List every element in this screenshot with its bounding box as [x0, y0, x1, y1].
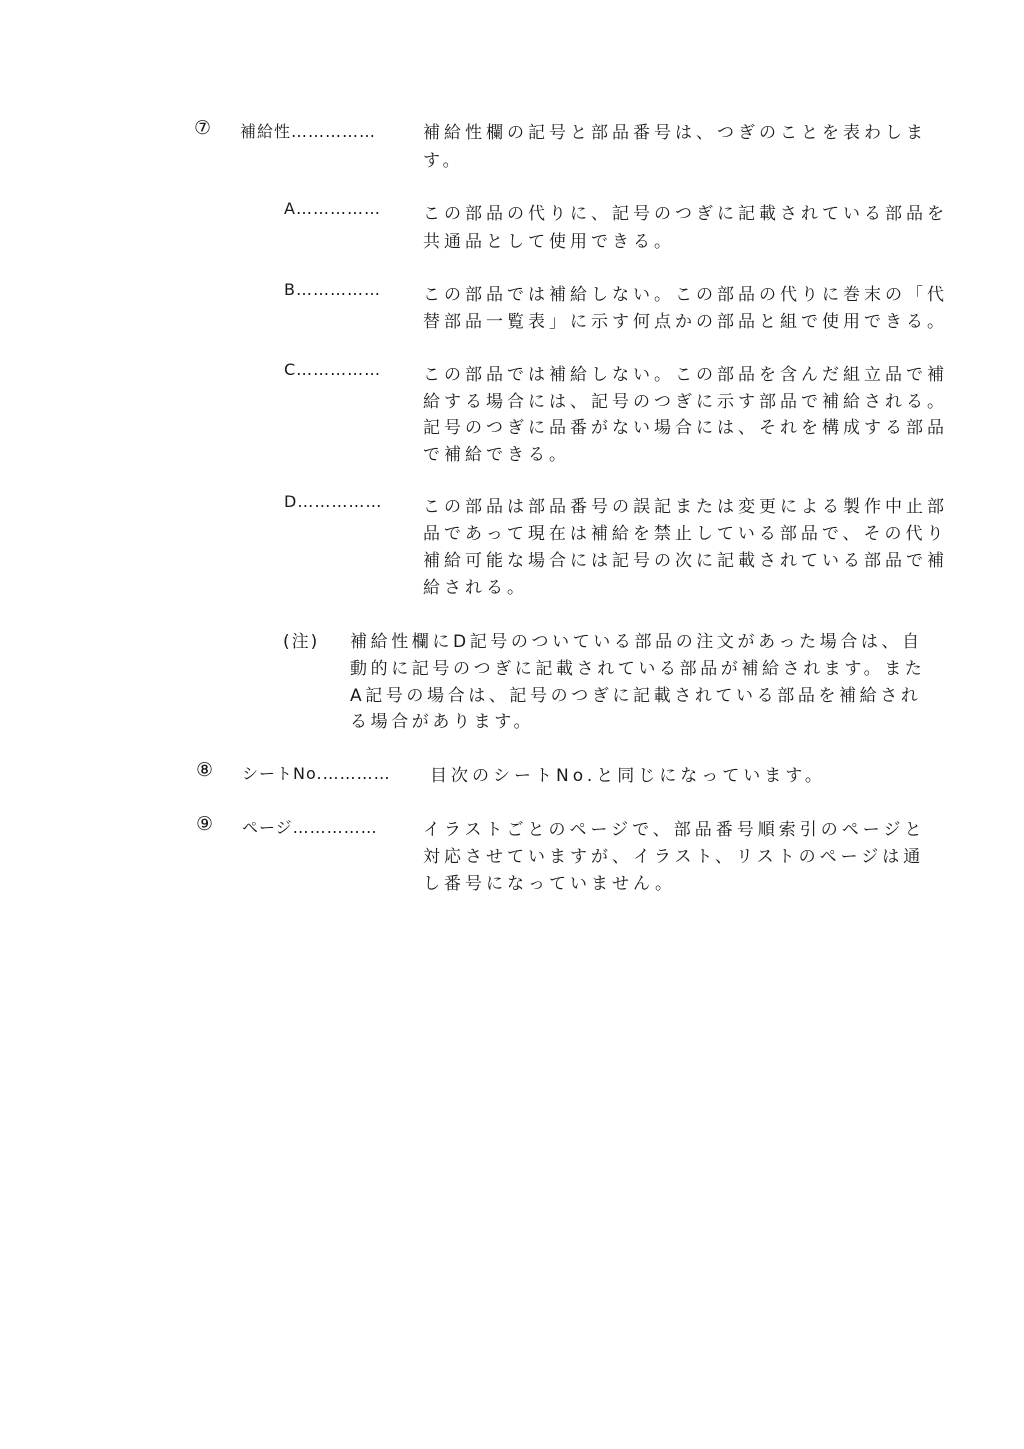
code-a-line-1: この部品の代りに、記号のつぎに記載されている部品を — [423, 204, 948, 224]
note-line-3: A記号の場合は、記号のつぎに記載されている部品を補給され — [350, 686, 922, 706]
code-b-line-2: 替部品一覧表」に示す何点かの部品と組で使用できる。 — [423, 312, 948, 332]
item-8-number: ⑧ — [196, 759, 214, 781]
note-line-1: 補給性欄にD記号のついている部品の注文があった場合は、自 — [350, 632, 923, 652]
code-d-line-4: 給される。 — [423, 578, 528, 598]
code-d-line-1: この部品は部品番号の誤記または変更による製作中止部 — [423, 497, 948, 517]
code-d-line-3: 補給可能な場合には記号の次に記載されている部品で補 — [423, 551, 948, 571]
item-7-term: 補給性…………… — [240, 122, 377, 141]
item-9-line-1: イラストごとのページで、部品番号順索引のページと — [423, 820, 926, 840]
item-7-number: ⑦ — [194, 117, 212, 139]
code-c-line-2: 給する場合には、記号のつぎに示す部品で補給される。 — [423, 392, 948, 412]
item-7-line-2: す。 — [423, 151, 464, 171]
code-a-term: A…………… — [284, 199, 381, 218]
note-label: (注) — [283, 632, 320, 652]
item-9-number: ⑨ — [196, 813, 214, 835]
item-9-line-3: し番号になっていません。 — [423, 874, 677, 894]
code-d-term: D…………… — [284, 492, 383, 511]
code-b-line-1: この部品では補給しない。この部品の代りに巻末の「代 — [423, 285, 948, 305]
note-line-4: る場合があります。 — [350, 712, 535, 732]
item-7-line-1: 補給性欄の記号と部品番号は、つぎのことを表わしま — [423, 123, 927, 143]
code-a-line-2: 共通品として使用できる。 — [423, 232, 675, 252]
item-8-line-1: 目次のシートNo.と同じになっています。 — [430, 766, 826, 786]
item-9-line-2: 対応させていますが、イラスト、リストのページは通 — [423, 847, 925, 867]
note-line-2: 動的に記号のつぎに記載されている部品が補給されます。また — [350, 659, 926, 679]
code-c-term: C…………… — [284, 360, 382, 379]
code-c-line-3: 記号のつぎに品番がない場合には、それを構成する部品 — [423, 418, 948, 438]
code-c-line-1: この部品では補給しない。この部品を含んだ組立品で補 — [423, 365, 948, 385]
code-b-term: B…………… — [284, 280, 381, 299]
code-d-line-2: 品であって現在は補給を禁止している部品で、その代り — [423, 524, 948, 544]
item-8-term: シートNo.………… — [242, 764, 391, 783]
item-9-term: ページ…………… — [242, 818, 378, 837]
code-c-line-4: で補給できる。 — [423, 445, 570, 465]
